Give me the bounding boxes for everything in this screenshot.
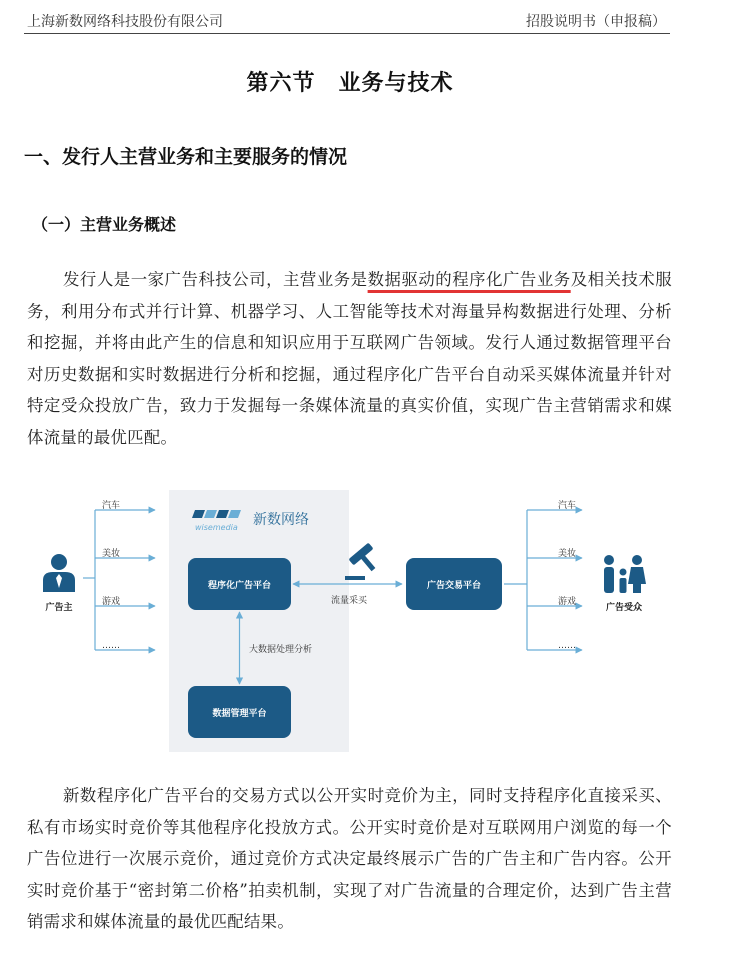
right-item-0: 汽车 [558, 501, 577, 511]
left-item-1: 美妆 [102, 549, 121, 559]
advertiser-icon [43, 554, 75, 592]
section-title: 第六节 业务与技术 [246, 71, 454, 96]
header-company: 上海新数网络科技股份有限公司 [27, 14, 223, 30]
bigdata-label: 大数据处理分析 [249, 645, 313, 655]
left-item-3: …… [102, 641, 120, 651]
header-doc-type: 招股说明书（申报稿） [526, 14, 666, 30]
business-diagram [27, 488, 670, 758]
right-item-3: …… [558, 641, 576, 651]
paragraph-trading: 新数程序化广告平台的交易方式以公开实时竞价为主，同时支持程序化直接采买、私有市场实时竞价等其他程序化投放方式。公开实时竞价是对互联网用户浏览的每一个广告位进行一次展示竞价，通过竞价方式决定最终展示广告的广告主和广告内容。公开实时竞价基于“密封第二价格”拍卖机制，实现了对广告流量的合理定价，达到广告主营销需求和媒体流量的最优匹配结果。 [27, 786, 672, 931]
paragraph-overview [27, 264, 672, 453]
traffic-purchase-label: 流量采买 [330, 596, 368, 606]
header-rule [24, 33, 670, 34]
paragraph-overview-before: 发行人是一家广告科技公司，主营业务是 [63, 270, 368, 289]
left-item-0: 汽车 [102, 501, 121, 511]
paragraph-overview-after: 及相关技术服务，利用分布式并行计算、机器学习、人工智能等技术对海量异构数据进行处理、分析和挖掘，并将由此产生的信息和知识应用于互联网广告领域。发行人通过数据管理平台对历史数据和实时数据进行分析和挖掘，通过程序化广告平台自动采买媒体流量并针对特定受众投放广告，致力于发掘每一条媒体流量的真实价值，实现广告主营销需求和媒体流量的最优匹配。 [27, 270, 672, 447]
audience-label: 广告受众 [605, 603, 643, 613]
audience-family-icon [604, 555, 646, 593]
underlined-phrase: 数据驱动的程序化广告业务 [367, 270, 571, 289]
right-item-1: 美妆 [558, 549, 577, 559]
heading-1: 一、发行人主营业务和主要服务的情况 [24, 146, 348, 168]
data-platform-label: 数据管理平台 [212, 709, 267, 719]
programmatic-platform-label: 程序化广告平台 [207, 581, 272, 591]
ad-exchange-label: 广告交易平台 [426, 581, 482, 591]
left-item-2: 游戏 [102, 597, 121, 607]
brand-name: 新数网络 [253, 512, 309, 528]
advertiser-label: 广告主 [45, 603, 73, 613]
right-item-2: 游戏 [558, 597, 577, 607]
brand-logo-text: wisemedia [195, 523, 238, 532]
gavel-icon [345, 543, 375, 580]
heading-2: （一）主营业务概述 [32, 215, 177, 234]
